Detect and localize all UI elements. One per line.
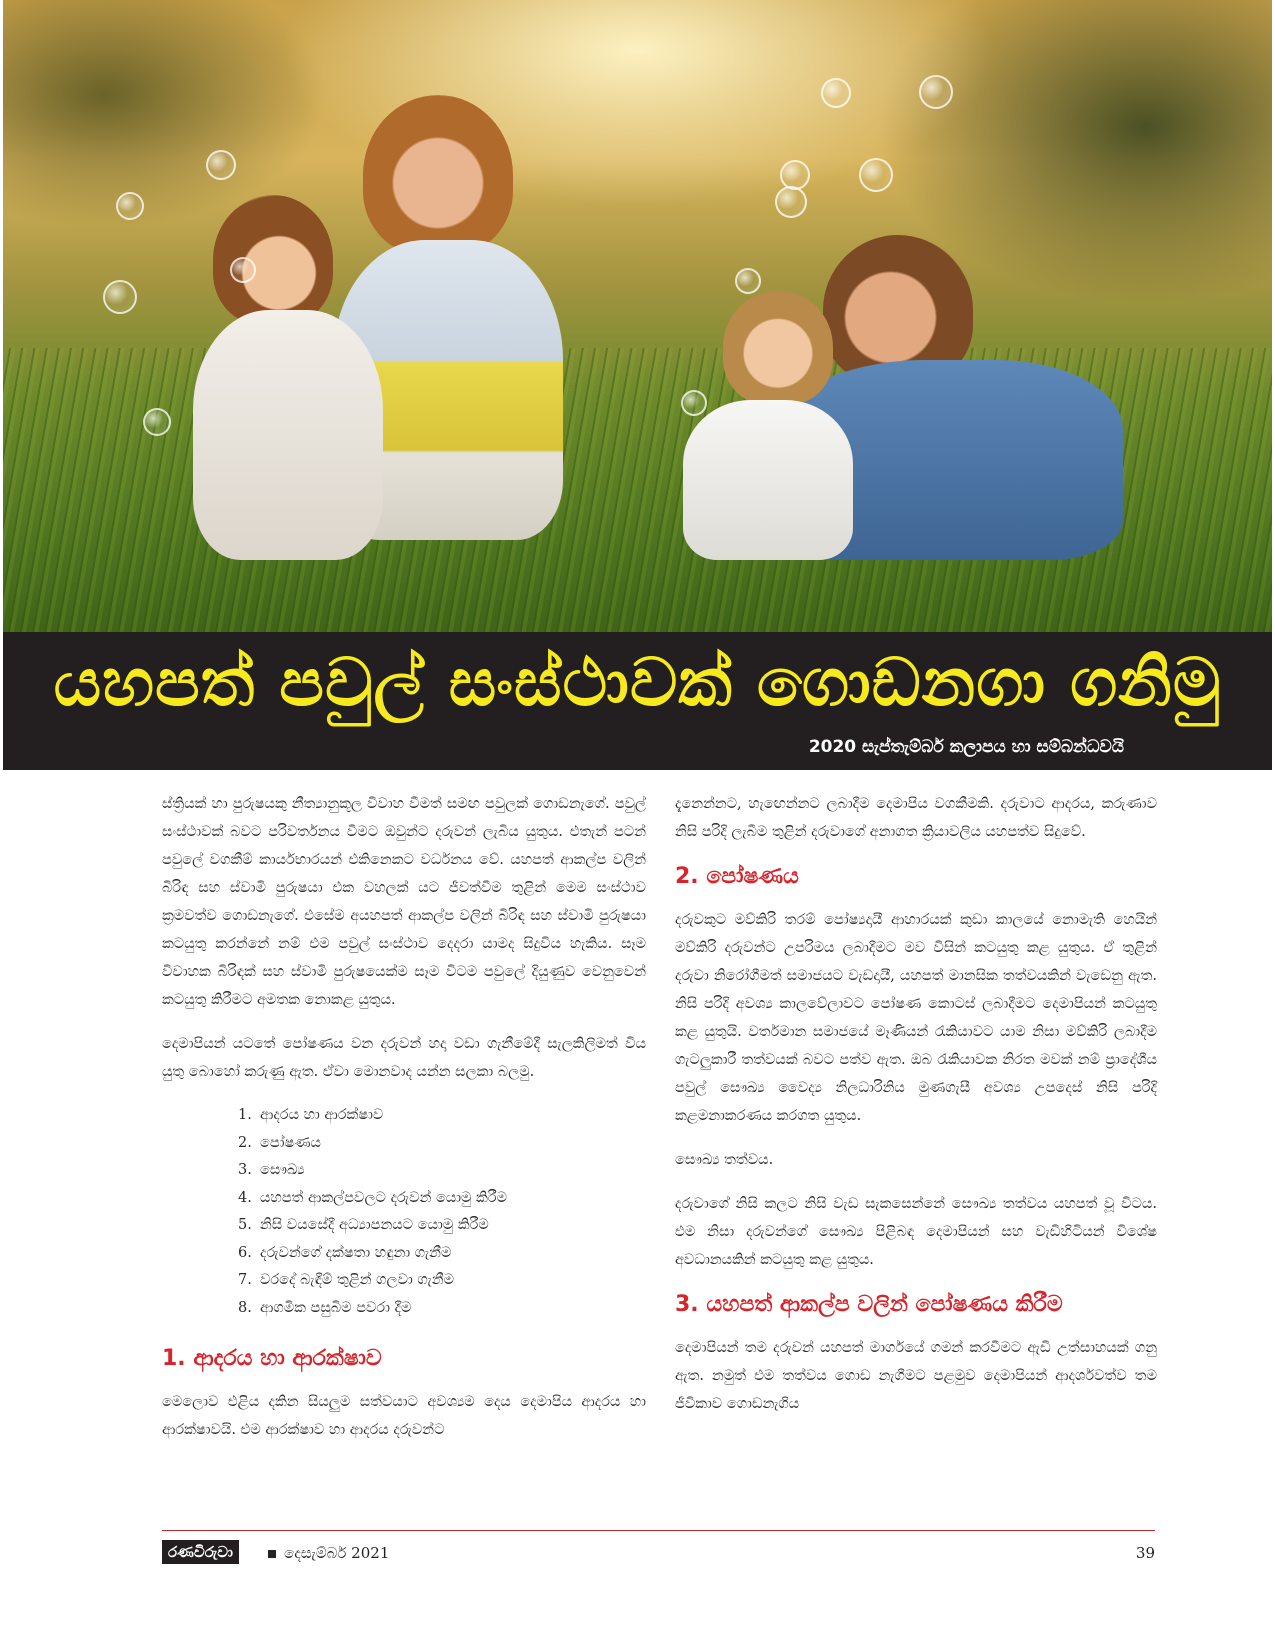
list-intro-paragraph: දෙමාපියන් යටතේ පෝෂණය වන දරුවන් හදා වඩා ගැනීමේදී සැලකිලිමත් විය යුතු බොහෝ කරුණු ඇත. ඒවා මොනවාද යන්න සලකා බලමු. [162, 1036, 646, 1080]
health-label: සෞඛ්‍ය තත්වය. [675, 1152, 774, 1168]
section-heading-nutrition: 2. පෝෂණය [675, 864, 799, 889]
bubble [103, 280, 137, 314]
section-text-attitudes: දෙමාපියන් තම දරුවන් යහපත් මාර්ගයේ ගමන් කරවීමට ඇඩි උත්සාහයක් ගනු ඇත. නමුත් එම තත්වය ගොඩ නැගීමට පළමුව දෙමාපියන් ආදර්ශවත්ව තම ජීවිකාව ගොඩනැගිය [675, 1340, 1157, 1412]
section-text-love: මෙලොව එළිය දකින සියලුම සත්වයාට අවශ්‍යම දෙය දෙමාපිය ආදරය හා ආරක්ෂාවයි. එම ආරක්ෂාව හා ආදරය දරුවන්ට [162, 1394, 646, 1438]
bubble [116, 192, 144, 220]
bubble [919, 75, 953, 109]
issue-date [268, 1541, 389, 1565]
bubble [859, 158, 893, 192]
girl-body [193, 310, 383, 560]
article-subtitle: 2020 සැප්තැම්බර් කලාපය හා සම්බන්ධවයි [808, 737, 1124, 757]
girl-figure [213, 195, 333, 325]
bullet-square-icon [268, 1550, 276, 1558]
article-title: යහපත් පවුල් සංස්ථාවක් ගොඩනගා ගනිමු [53, 644, 1222, 721]
woman-figure [363, 95, 513, 255]
boy-figure [723, 290, 833, 405]
page-number: 39 [1135, 1544, 1155, 1562]
right-column [675, 790, 1157, 1434]
bubble [821, 78, 851, 108]
section-text-nutrition: දරුවකුට මව්කිරි තරම් පෝෂ්‍යදායී ආහාරයක් කුඩා කාලයේ නොමැති හෙයින් මව්කිරි දරුවන්ට උපරිමය ලබාදීමට මව විසින් කටයුතු කළ යුතුය. ඒ තුළින් දරුවා නිරෝගීමත් සමාජයට වැඩදායී, යහපත් මානසික තත්වයකින් වැඩෙනු ඇත. නිසි පරිදි අවශ්‍ය කාලවේලාවට පෝෂණ කොටස් ලබාදීමට දෙමාපියන් කටයුතු කළ යුතුයි. වර්තමාන සමාජයේ මෑණියන් රැකියාවට යාම නිසා මව්කිරි ලබාදීම ගැටලුකාරී තත්වයක් බවට පත්ව ඇත. ඔබ රැකියාවක නිරත මවක් නම් ප්‍රාදේශීය පවුල් සෞඛ්‍ය වෛද්‍ය නිලධාරිනිය මුණගැසී අවශ්‍ය උපදෙස් නිසි පරිදි කළමනාකරණය කරගත යුතුය. [675, 912, 1157, 1124]
footer-divider [162, 1530, 1155, 1531]
bubble [230, 257, 256, 283]
section-heading-attitudes: 3. යහපත් ආකල්ප වලින් පෝෂණය කිරීම [675, 1292, 1063, 1317]
list-item: 7. වරදේ බැඳීම් තුළින් ගලවා ගැනීම [238, 1272, 455, 1288]
list-item: 6. දරුවන්ගේ දක්ෂතා හඳුනා ගැනීම [238, 1244, 452, 1261]
family-photo [3, 0, 1272, 632]
bubble [206, 150, 236, 180]
list-item: 4. යහපත් ආකල්පවලට දරුවන් යොමු කිරීම [238, 1189, 508, 1206]
list-item: 3. සෞඛ්‍ය [238, 1162, 305, 1178]
left-column [162, 790, 646, 1460]
magazine-logo: රණවිරුවා [162, 1540, 239, 1564]
bubble [681, 390, 707, 416]
bubble [735, 268, 761, 294]
issue-date-text: දෙසැම්බර් 2021 [284, 1544, 390, 1562]
title-band [3, 632, 1272, 770]
bubble [143, 408, 171, 436]
topics-list [162, 1102, 646, 1322]
list-item: 2. පෝෂණය [238, 1134, 321, 1151]
section-heading-love: 1. ආදරය හා ආරක්ෂාව [162, 1346, 382, 1371]
boy-body [683, 400, 853, 560]
list-item: 5. නිසි වයසේදී අධ්‍යාපනයට යොමු කිරීම [238, 1217, 489, 1233]
list-item: 8. ආගමික පසුබිම පවරා දීම [238, 1299, 412, 1316]
continued-paragraph: දැනෙන්නට, හැඟෙන්නට ලබාදීම දෙමාපිය වගකීමකි. දරුවාට ආදරය, කරුණාව නිසි පරිදි ලැබීම තුළින් දරුවාගේ අනාගත ක්‍රියාවලිය යහපත්ව සිදුවේ. [675, 796, 1157, 840]
bubble [780, 160, 810, 190]
bubble [775, 186, 807, 218]
section-text-health: දරුවාගේ නිසි කලට නිසි වැඩ සැකසෙන්නේ සෞඛ්‍ය තත්වය යහපත් වූ විටය. එම නිසා දරුවන්ගේ සෞඛ්‍ය පිළිබඳ දෙමාපියන් සහ වැඩිහිටියන් විශේෂ අවධානයකින් කටයුතු කළ යුතුය. [675, 1196, 1157, 1268]
intro-paragraph: ස්ත්‍රියක් හා පුරුෂයකු නීත්‍යානුකූල විවාහ වීමත් සමඟ පවුලක් ගොඩනැගේ. පවුල් සංස්ථාවක් බවට පරිවර්තනය වීමට ඔවුන්ට දරුවන් ලැබිය යුතුය. එතැන් පටන් පවුලේ වගකීම් කාර්යභාරයන් එකිනෙකට වර්ධනය වේ. යහපත් ආකල්ප වලින් බිරිඳ සහ ස්වාමි පුරුෂයා එක වහලක් යට ජීවත්වීම තුළින් මෙම සංස්ථාව ක්‍රමවත්ව ගොඩනැගේ. එසේම අයහපත් ආකල්ප වලින් බිරිඳ සහ ස්වාමි පුරුෂයා කටයුතු කරන්නේ නම් එම පවුල් සංස්ථාව දෙදරා යාමද සිදුවිය හැකිය. සෑම විවාහක බිරිඳක් සහ ස්වාමි පුරුෂයෙක්ම සෑම විටම පවුලේ දියුණුව වෙනුවෙන් කටයුතු කිරීමට අමතක නොකළ යුතුය. [162, 796, 646, 1008]
list-item: 1. ආදරය හා ආරක්ෂාව [238, 1107, 384, 1123]
